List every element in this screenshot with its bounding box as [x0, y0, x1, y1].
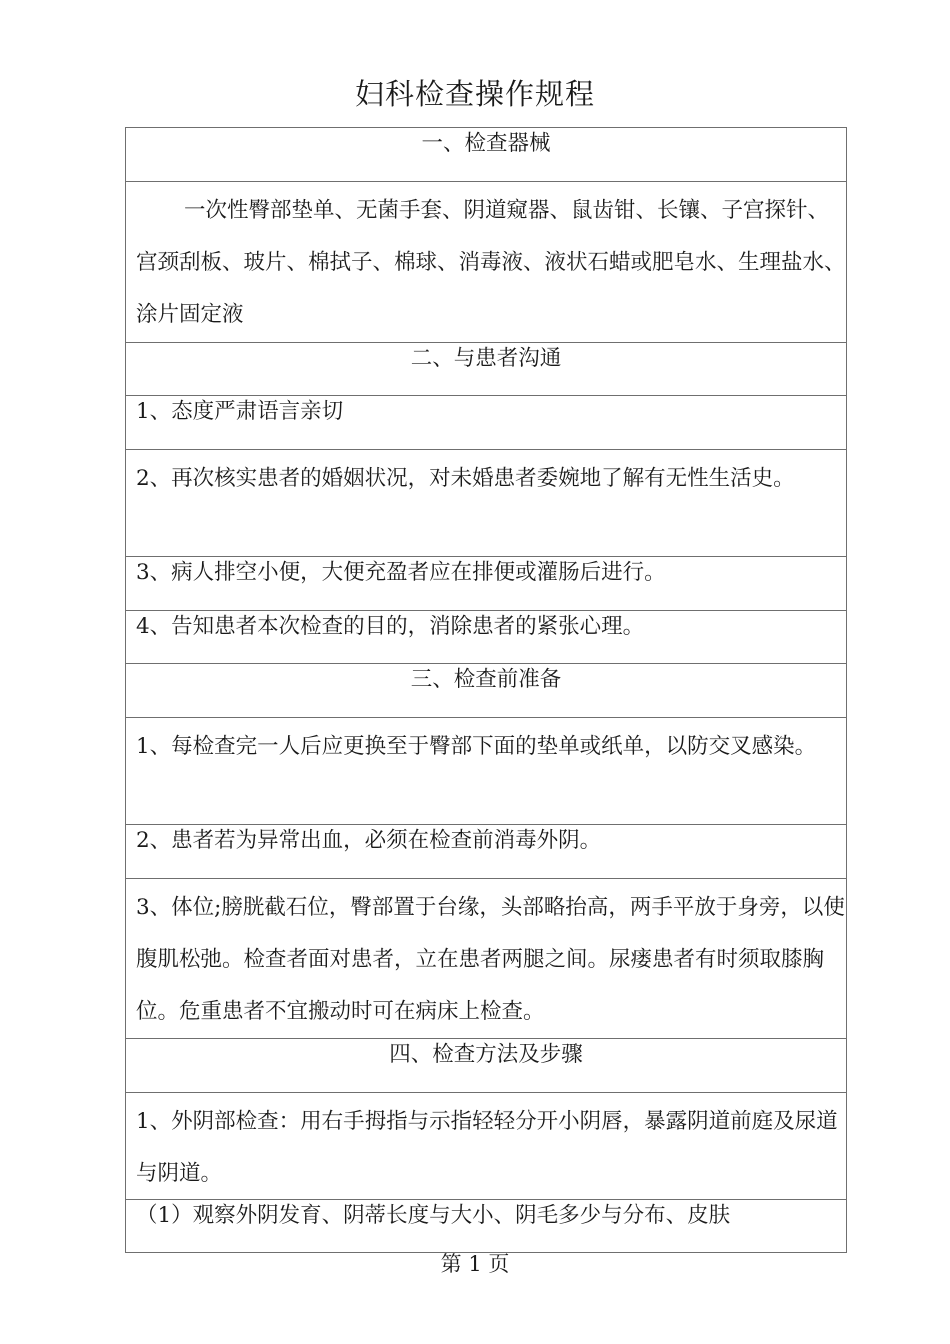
item-text: 2、再次核实患者的婚姻状况，对未婚患者委婉地了解有无性生活史。 — [136, 466, 795, 491]
item-text: 1、每检查完一人后应更换至于臀部下面的垫单或纸单，以防交叉感染。 — [136, 734, 817, 759]
procedure-table — [125, 127, 847, 1253]
item-text: 4、告知患者本次检查的目的，消除患者的紧张心理。 — [136, 614, 645, 639]
section-heading-method — [126, 1038, 846, 1092]
section-heading-instruments — [126, 128, 846, 181]
instruments-paragraph — [126, 181, 846, 342]
preparation-item-1 — [126, 717, 846, 824]
section-heading-communication — [126, 342, 846, 395]
method-item-1 — [126, 1092, 846, 1199]
communication-item-1 — [126, 395, 846, 449]
preparation-item-2 — [126, 824, 846, 878]
item-text: 1、态度严肃语言亲切 — [136, 399, 344, 424]
communication-item-2 — [126, 449, 846, 556]
document-title: 妇科检查操作规程 — [354, 77, 595, 111]
section-heading-text: 二、与患者沟通 — [410, 346, 562, 371]
section-heading-preparation — [126, 663, 846, 717]
section-heading-text: 一、检查器械 — [421, 131, 551, 156]
item-text: 3、病人排空小便，大便充盈者应在排便或灌肠后进行。 — [136, 560, 666, 585]
communication-item-4 — [126, 610, 846, 663]
preparation-item-3 — [126, 878, 846, 1038]
section-heading-text: 三、检查前准备 — [410, 667, 562, 692]
method-item-1-sub-1 — [126, 1199, 846, 1252]
section-heading-text: 四、检查方法及步骤 — [389, 1042, 583, 1067]
page-number: 第 1 页 — [440, 1252, 510, 1276]
paragraph-text: 一次性臀部垫单、无菌手套、阴道窥器、鼠齿钳、长镶、子宫探针、宫颈刮板、玻片、棉拭子、棉球、消毒液、液状石蜡或肥皂水、生理盐水、涂片固定液 — [136, 198, 846, 327]
item-text: （1）观察外阴发育、阴蒂长度与大小、阴毛多少与分布、皮肤 — [136, 1203, 731, 1228]
item-text: 1、外阴部检查：用右手拇指与示指轻轻分开小阴唇，暴露阴道前庭及尿道与阴道。 — [136, 1109, 838, 1186]
communication-item-3 — [126, 556, 846, 610]
item-text: 3、体位;膀胱截石位，臀部置于台缘，头部略抬高，两手平放于身旁，以使腹肌松弛。检查者面对患者，立在患者两腿之间。尿瘘患者有时须取膝胸位。危重患者不宜搬动时可在病床上检查。 — [136, 895, 845, 1024]
item-text: 2、患者若为异常出血，必须在检查前消毒外阴。 — [136, 828, 602, 853]
